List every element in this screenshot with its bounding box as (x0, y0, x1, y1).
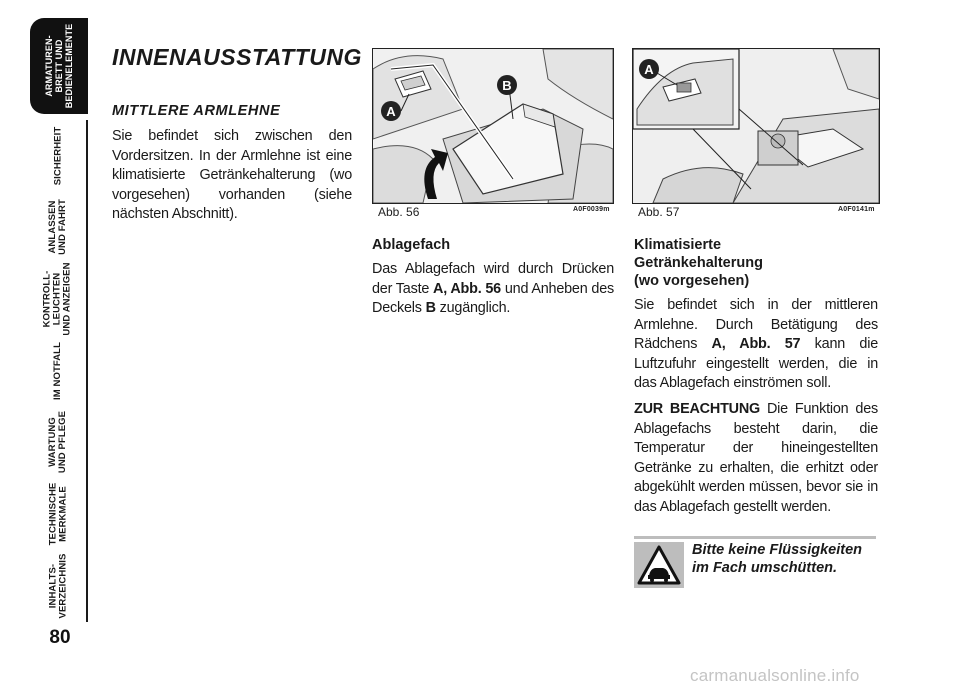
figure-56-code: A0F0039m (573, 206, 610, 213)
tab-armaturenbrett[interactable]: ARMATUREN- BRETT UND BEDIENELEMENTE (30, 18, 88, 114)
tab-technische-merkmale[interactable]: TECHNISCHE MERKMALE (30, 478, 88, 550)
warning-car-icon (634, 542, 684, 588)
page-number: 80 (49, 627, 71, 648)
figure-57-code: A0F0141m (838, 206, 875, 213)
sub-title: MITTLERE ARMLEHNE (112, 103, 281, 119)
figure-56-caption: Abb. 56 (378, 205, 420, 219)
figure-57-label-a: A (639, 59, 659, 79)
storage-compartment-text: Das Ablagefach wird durch Drücken der Taste A, Abb. 56 und Anheben des Deckels B zugänglich. (372, 261, 614, 317)
chapter-index (30, 0, 88, 692)
ref-fig-56-a: A, Abb. 56 (433, 280, 501, 297)
ref-lid-b: B (425, 300, 436, 317)
warning-divider (634, 536, 876, 539)
tab-inhaltsverzeichnis[interactable]: INHALTS- VERZEICHNIS (30, 550, 88, 622)
figure-56-label-b: B (497, 75, 517, 95)
watermark: carmanualsonline.info (690, 666, 860, 685)
ref-fig-57-a: A, Abb. 57 (711, 336, 801, 353)
figure-57-caption: Abb. 57 (638, 205, 680, 219)
note-label: ZUR BEACHTUNG (634, 400, 761, 417)
cooled-drink-holder-illustration (633, 49, 879, 203)
right-column (634, 236, 878, 518)
armrest-compartment-illustration (373, 49, 613, 203)
armrest-description: Sie befindet sich zwischen den Vordersitzen. In der Armlehne ist eine klimatisierte Getränkehalterung (wo vorgesehen) vorhanden (siehe nächsten Abschnitt). (112, 128, 352, 223)
warning-text: Bitte keine Flüssigkeiten im Fach umschütten. (692, 542, 863, 576)
tab-im-notfall[interactable]: IM NOTFALL (30, 336, 88, 406)
figure-56-label-a: A (381, 101, 401, 121)
left-column (112, 44, 362, 225)
tab-sicherheit[interactable]: SICHERHEIT (30, 120, 88, 192)
tab-wartung[interactable]: WARTUNG UND PFLEGE (30, 406, 88, 478)
figure-56-image (372, 48, 614, 204)
tab-anlassen[interactable]: ANLASSEN UND FAHRT (30, 192, 88, 262)
figure-57-image (632, 48, 880, 204)
section-title: INNENAUSSTATTUNG (112, 44, 362, 70)
drink-holder-note: ZUR BEACHTUNG Die Funktion des Ablagefachs besteht darin, die Temperatur der hineingestellten Getränke zu erhalten, die erhitzt oder abgekühlt werden müssen, bevor sie in das Ablagefach gestellt werden. (634, 400, 878, 515)
tab-kontrollleuchten[interactable]: KONTROLL- LEUCHTEN UND ANZEIGEN (30, 262, 88, 336)
middle-column (372, 236, 614, 319)
drink-holder-text: Sie befindet sich in der mittleren Armlehne. Durch Betätigung des Rädchens A, Abb. 57 kann die Luftzufuhr eingestellt werden, die in das Ablagefach einströmen soll. (634, 297, 878, 392)
drink-holder-heading: Klimatisierte Getränkehalterung (wo vorgesehen) (634, 237, 763, 289)
storage-compartment-heading: Ablagefach (372, 237, 451, 253)
